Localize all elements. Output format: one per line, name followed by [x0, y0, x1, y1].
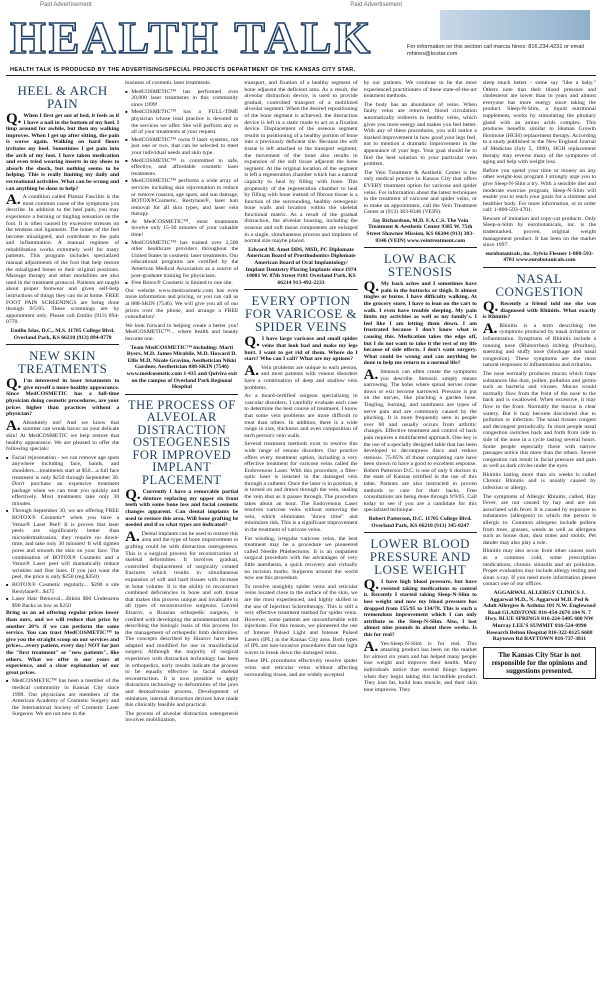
article-columns [6, 80, 596, 990]
divider [125, 394, 238, 395]
divider [6, 344, 119, 345]
answer [482, 320, 597, 369]
paragraph: sleep much better - some say "like a baby." Others note that their blood pressure and cholesterol are lower than in years and almost everyone has more energy since taking the product. Sleep-N-Slim, a liquid nutritional supplement, works by stimulating the pituitary gland with an amino acids complex. This produces benefits similar to Human Growth Hormone (HGH) replacement therapy. According to a study published in the New England Journal of Medicine (July 5, 1990), HGH replacement therapy may reverse many of the symptoms of aging and help with weight loss. [482, 80, 597, 166]
dropcap-a: A. [6, 192, 21, 209]
list-item: ■ Facial rejuvenation - we can remove age spots anywhere including face, hands, and shoulders....treatments start at $50....a full face treatment is only $250 through September 30. Don't purchase an expensive treatment package when we can treat you quickly and effectively. Most treatments take only 30 minutes. [6, 455, 119, 508]
question [6, 113, 119, 192]
list-item: ■ At MedCOSMETIC™, most treatments involve only 15-30 minutes of your valuable time! [125, 219, 238, 239]
paragraph: Before you spend your time or money on any other weight-loss program I strongly urge you to give Sleep-N-Slim a try. With a sensible diet and moderate exercise program, Sleep-N-Slim will enable you to reach your goals for a slimmer and healthier body. For more information, or to order call: 1-800-593-4701. [482, 167, 597, 214]
paragraph: Rhinitis lasting more than six weeks is called Chronic Rhinitis and is usually caused by infection or allergy. [482, 471, 597, 492]
paragraph: As a board-certified surgeon specializing in vascular disorders, I carefully evaluate each case to determine the best course of treatment. I know that some vein problems are more difficult to treat than others. In addition, there is a wide range in size, thickness and even composition of each person's vein walls. [244, 393, 358, 439]
contact-info: For information on this section call marcia hines: 816.234.4231 or email mhines@kcstar.com [407, 44, 584, 57]
answer-text: A condition called Plantar Fasciitis is the most common cause of the symptoms you describe. In addition to the heel pain, you may experience a burning or tingling sensation on the foot. It is often caused by excessive stresses on the tendons and ligaments. The bones of the feet become misaligned, and contribute to the pain and inflammation. A manual regimen of rehabilitation works extremely well for many patients. This program includes specialized manual adjustments of the foot that help restore the misaligned bones to their original positions. Massage therapy and other modalities are also used in the treatment protocol. Patients are taught about proper footwear and given self-help instructions of things they can do at home. FREE FOOT PAIN SCREENINGS are being done through 9/5/05. These screenings are by appointment only. Please call Emilio (913) 894-0770. [6, 194, 120, 326]
facts-list [125, 89, 238, 287]
divider [244, 289, 357, 290]
paragraph: transport, and fixation of a healthy segment of bone adjacent the deficient area. As a result, the alveolar distraction device, is used to provide gradual, controlled transport of a mobilized alveolar segment. When the desired repositioning of the bone segment is achieved, the distraction device is left in a static mode to act as a fixation device. Displacement of the osseous segment results in positioning of a healthy portion of bone into a previously deficient site. Because the soft tissue is left attached to the transport segment, the movement of the bone also results in expansion of the soft tissue adjacent the bone segment. At the original location of the segment is left a regeneration chamber which has a natural capacity to heal by filling with bone. This propensity of the regeneration chamber to heal by filling with bone instead of fibrous tissue is a function of the surrounding, healthy osteogenic bone walls and location within the skeletal functional matrix. As a result of the gradual distraction, the alveolar housing, including the osseous and soft tissue components are enlarged in a single, simultaneous process and implants of normal size maybe placed. [244, 80, 358, 245]
answer-text: Yes-Sleep-N-Slim is for real. This amazing product has been on the market for almost six years and has helped many people lose weight and improve their health. Many individuals notice that several things happen when they begin taking this incredible product. They lose fat, build lean muscle, and their skin tone improves. They [363, 640, 477, 693]
answer-text: Stenosis can often create the symptoms you describe. Stenosis simply means narrowing. The holes where spinal nerves come down or exit become narrowed. Pressure is put on the nerves, like pinching a garden hose. Tingling, burning, and numbness are types of nerve pain and are commonly caused by the pinching. It is more frequently seen in people over 60 and usually occurs from arthritic changes. Effective treatment and control of back pain requires a multifaceted approach. One key is the use of a specially designed table that has been developed to decompress discs and reduce stenosis. 75-85% of those completing care have been shown to have a good to excellent response. Robert Patterson D.C. is one of only 6 doctors in the state of Kansas certified in the use of this table. Patients are also instructed in proven methods to care for their backs. Free consultations are being done through 9/9/05. Call today to see if you are a candidate for this specialized technique. [363, 368, 477, 514]
question-text: My back aches and I sometimes have pain in the buttocks or thigh. It almost tingles or burns. I have difficulty walking. At the grocery store, I have to lean on the cart to walk. I even have trouble sleeping. My pain limits my activities as well as my family's. I feel like I am letting them down. I am frustrated because I don't know what is causing this. Medication takes the edge off, but I do not want to take it the rest of my life because of side effects. I don't want surgery. What could be wrong and can anything be done to help me return to a normal life? [363, 281, 477, 367]
paragraph: The symptoms of Allergic Rhinitis, called, Hay Fever, are not caused by hay and are not associated with fever. It is caused by exposure to substances (allergens) to which the person is allergic to. Common allergens include pollens from trees, grasses, weeds as well as allergens such as house dust, dust mites and molds. Pet dander may also play a role. [482, 493, 597, 546]
dropcap-a: A. [363, 366, 379, 383]
answer [125, 528, 239, 709]
dropcap-a: A. [125, 528, 140, 545]
list-item: ■ Through September 30, we are offering FREE BOTOX® Cosmetic* when you have a Venus® Laser Peel! It is proven that laser peels are significantly better than microdermabrasion, they require no down-time, and take only 30 minutes! It will tighten pores and smooth the skin on your face. The combination of BOTOX® Cosmetic and a Venus® Laser peel will dramatically reduce wrinkles and fine lines. If you just want the peel, the price is only $250 (reg.$350) [6, 508, 119, 581]
dropcap-q: Q. [6, 111, 22, 127]
list-item: ■ MedCOSMETIC™ has performed over 20,000 laser treatments in this community since 1999! [125, 89, 238, 109]
list-item: ■ MedCOSMETIC™ owns 9 laser systems, not just one or two, that can be selected to meet your individual needs and skin type. [125, 137, 238, 157]
list-item: ■ MedCOSMETIC™ performs a wide array of services including skin rejuvenation to reduce or remove rosacea, age spots, and sun damage, BOTOX®Cosmetic, Restylane®, laser hair removal for all skin types, and laser vein therapy. [125, 178, 238, 218]
answer [6, 417, 120, 453]
paragraph: The process of alveolar distraction osteogenesis involves mobilization, [125, 710, 239, 724]
dropcap-a: A. [363, 638, 379, 655]
question [244, 336, 357, 362]
question [364, 579, 477, 638]
column-1 [6, 80, 119, 990]
heading-varicose-spider-veins: EVERY OPTION FOR VARICOSE & SPIDER VEINS [245, 293, 357, 335]
dropcap-q: Q. [363, 279, 380, 296]
signature: Team MedCOSMETIC™ including: Marti Byers, M.D. James Mirabile, M.D. Howard D. Ellis M.D. Nicole Gravino, Aesthetician Nikki Gardner, Aesthetician 888-SKIN (7546) www.medcosmetic.com 1-435 and Quivira exit on the campus of Overland Park Regional Hospital [126, 344, 237, 391]
paragraph: Beware of imitation and copy-cat products. Only Sleep-n-Slim by eurobotanicals, inc. is the trademarked, proven, original weight management product. It has been on the market since 1997. [482, 215, 597, 249]
divider [364, 532, 477, 533]
signature: Edward M. Amet DDS, MSD, PC Diplomate American Board of Prosthodontics Diplomate American Board of Oral Implantology/ Implant Dentistry Placing Implants since 1974 10801 W. 87th Street #101 Overland Park, KS 66214 913-492-2233 [245, 246, 357, 286]
dropcap-a: A. [482, 320, 498, 337]
heading-new-skin-treatments: NEW SKIN TREATMENTS [17, 348, 108, 377]
heading-low-back-stenosis: LOW BACK STENOSIS [383, 251, 457, 280]
question [125, 489, 238, 529]
signature: eurobotanicals, inc. Sylvia Flesner 1-800-593-4701 www.eurobotanicals.com [485, 250, 594, 264]
answer-text: Absolutely not! And we know that summer can wreak havoc on your delicate skin! At MedCOSMETIC we help restore that healthy appearance. We are pleased to offer the following specials: [6, 419, 120, 453]
question-text: I have large varicose and small spider veins that look bad and make my legs hurt. I want to get rid of them. Where do I start? Who can I call? What are my options? [244, 336, 358, 363]
paragraph: Bring us an ad offering regular prices lower than ours, and we will reduce that price by another 20% if we can perform the same service. You can trust MedCOSMETIC™ to give you the straight scoop on our services and prices....every patient, every day! NOT for just the "first treatment" or "new patients", like others. What we offer is our years of experience, and a clear explanation of our great prices. [6, 610, 120, 676]
answer [363, 366, 477, 514]
divider [483, 267, 596, 268]
list-item: ■ Laser Hair Removal....Bikini $90 Underarms $90 Backs as low as $250 [6, 596, 119, 609]
paragraph: business of cosmetic laser treatments. [125, 80, 211, 86]
masthead-subtitle: HEALTH TALK IS PRODUCED BY THE ADVERTISING/SPECIAL PROJECTS DEPARTMENT OF THE KANSAS CITY STAR. [10, 67, 356, 73]
masthead [6, 10, 596, 76]
paid-ad-label-left: Paid Advertisement [40, 2, 92, 8]
signature: Emilio Islas, D.C., M.S. 11705 College Blvd. Overland Park, KS 66210 (913) 894-0770 [10, 328, 115, 341]
disclaimer-box: The Kansas City Star is not responsible for the opinions and suggestions presented. [483, 647, 596, 679]
paragraph: To resolve unsightly spider veins and reticular veins located close to the surface of the skin, we are the most experienced, and highly skilled in the use of Injection Sclerotherapy. This is still a very effective treatment method for spider veins. However, some patients are uncomfortable with injections. For this reason, we pioneered the use of Intense Pulsed Light and Intense Pulsed Lasers (IPL) in the Kansas City area. Both types of IPL are non-invasive procedures that use light waves to break down the damaged veins. [244, 583, 358, 656]
dropcap-q: Q. [482, 299, 499, 316]
question-text: Recently a friend told me she was diagnosed with Rhinitis. What exactly is Rhinitis? [482, 301, 597, 321]
column-3 [244, 80, 357, 990]
question-text: When I first get out of bed, it feels as if I have a nail in the bottom of my heel. I limp around for awhile, but then my walking improves. When I get up after sitting, the pain is worse again. Walking on hard floors irritates my heel. Sometimes I get pain into the arch of my foot. I have taken medication and even tried wearing inserts in my shoes to absorb the shock, but nothing seems to be helping. This is really limiting my daily and recreational activities. What can be wrong and can anything be done to help? [6, 113, 120, 192]
dropcap-a: A. [244, 362, 259, 379]
masthead-photo [440, 10, 590, 40]
paragraph: Several treatment methods exist to resolve this wide range of venous disorders. Our practice offers every treatment option, including a very effective treatment for varicose veins called the Endovenous Laser. With this procedure, a fiber-optic laser is inserted in the damaged vein through a catheter. Once the laser is in position, it is turned on and drawn through the vein, sealing the vein shut as it passes through. The procedure takes about an hour. The Endovenous Laser resolves varicose veins without removing the vein, which eliminates "down time" and minimizes risk. This is a significant improvement in the treatment of varicose veins. [244, 441, 358, 534]
column-2 [125, 80, 238, 990]
paid-ad-label-right: Paid Advertisement [350, 2, 402, 8]
answer-text: Rhinitis is a term describing the symptoms produced by nasal irritation or inflammation. Symptoms of Rhinitis include a running nose (Rhinorrhea) itching (Pruritus), sneezing and stuffy nose (blockage and nasal congestion). These symptoms are the most natural responses to inflammation and irritation. [482, 322, 597, 369]
column-4 [364, 80, 477, 990]
question [364, 281, 477, 367]
paragraph: Rhinitis may also occur from other causes such as a common cold, some prescription medications, chronic sinusitis and air pollution. Proper evaluation may include allergy testing and sinus x-ray. If you need more information please contact one of our offices. [482, 548, 597, 588]
signature: Robert Patterson, D.C. 11705 College Blvd. Overland Park, KS 66210 (913) 345-0247 [368, 516, 472, 529]
signature: AGGARWAL ALLERGY CLINICS J. Aggarwal M.D., N. Aggarwal M.D. Ped & Adult Allergies & Asthma 101 N.W. Englewood Road GLADSTONE 816-454-2676 104 N. 7 Hwy. BLUE SPRINGS 816-224-5405 600 NW Murray LEE'S SUMMIT 816-524-0990 Research Belton Hospital 816-322-0125 6608 Raytown Rd RAYTOWN 816-737-3811 [483, 589, 596, 643]
dropcap-q: Q. [363, 577, 380, 594]
paragraph: The Vein Treatment & Aesthetic Center is the only medical practice in Kansas City that offers EVERY treatment option for varicose and spider veins. For information about the latest techniques in the treatment of varicose and spider veins, or to make an appointment, call the Vein Treatment Center at (913) 383-8346 (VEIN). [363, 169, 477, 216]
dropcap-q: Q. [125, 487, 141, 504]
paragraph: For winding, irregular varicose veins, the best treatment may be a procedure we pioneered called Needle Phlebectomy. It is an outpatient surgical procedure with the advantages of very little anesthesia, a quick recovery and virtually no incision marks. Surgeons around the world now use this procedure. [244, 535, 358, 582]
dropcap-q: Q. [6, 376, 22, 393]
facts-list [6, 678, 119, 718]
answer [6, 194, 119, 326]
signature: Jay Richardson, M.D. F.A.C.S. The Vein Treatment & Aesthetic Center 9385 W. 75th Street Shawnee Mission, KS 66204 (913) 383-8346 (VEIN) www.veintreatment.com [366, 217, 474, 244]
paragraph: The body has an abundance of veins. When faulty veins are removed, blood circulation automatically redirects to healthy veins, which gives you more energy and makes you feel better. With any of these procedures, you will notice a marked improvement in how good your legs feel, not to mention a dramatic improvement in the appearance of your legs. Your goal should be to find the best solution to your particular vein problem. [363, 101, 477, 168]
list-item: ■ MedCOSMETIC™ is committed to safe, effective, and affordable cosmetic laser treatments. [125, 158, 238, 178]
dropcap-q: Q. [244, 334, 260, 351]
list-item: ■ MedCOSMETIC™ has a FULL-TIME physician whose total practice is devoted to the services we offer. She will perform any or all of your treatments at your request. [125, 109, 238, 135]
question-text: I'm interested in laser treatments to give myself a more healthy appearance. Since MedCOSMETIC has a full-time physician doing cosmetic procedures, are your prices higher than practices without a physician? [6, 378, 120, 418]
question [6, 378, 119, 418]
answer [363, 638, 477, 694]
list-item: ■ BOTOX® Cosmetic regularly... $200 a site Restylane®...$475 [6, 582, 119, 595]
column-5 [483, 80, 596, 990]
heading-heel-arch-pain: HEEL & ARCH PAIN [17, 83, 108, 111]
list-item: ■ MedCOSMETIC™ has trained over 2,500 other healthcare providers throughout the United States in cosmetic laser treatments. Our educational programs are certified by the American Medical Association as a source of post-graduate training for physicians. [125, 240, 238, 280]
question-text: I have high blood pressure, but have resisted taking medications to control it. Recently I started taking Sleep-N-Slim to lose weight and now my blood pressure has dropped from 155/95 to 134/78. This is such a tremendous improvement which I can only attribute to the Sleep-N-Slim. Also, I lost almost nine pounds in about three weeks. Is this for real? [363, 579, 477, 638]
answer-text: Dental implants can be used to restore this area and the type of bone improvement or grafting could be with distraction osteogenesis. This is a surgical process for reconstruction of skeletal deformities. It involves gradual, controlled displacement of surgically created fractures which results in simultaneous expansion of soft and hard tissues with increase in bone volume. It is the ability to reconstruct combined deficiencies in bone and soft tissue that makes this process unique and invaluable to all types of reconstructive surgeons. Gavriel Ilizarov, a Russian orthopedic surgeon, is credited with developing the armamentarium and describing the biologic basis of this process for the management of orthopedic limb deformities. The concepts described by Ilizarov have been adapted and modified for use in maxillofacial surgery. Although the majority of surgical experience with distraction technology has been in orthopedics, early results indicate the process to be equally effective in facial skeletal reconstruction. It is now possible to apply distraction technology to deformities of the jaws and dentoalveolar process. Development of miniature, internal distraction devices have made this clinically feasible and practical. [125, 530, 239, 709]
heading-blood-pressure: LOWER BLOOD PRESSURE AND LOSE WEIGHT [369, 536, 471, 578]
question [483, 301, 596, 321]
paragraph: The nose normally produces mucus which traps substances like dust, pollen, pollution and germs such as bacteria and viruses. Mucus would normally flow from the front of the nose to the back and is swallowed. When excessive, it may flow to the front. Normally the mucus is clear watery. But it may become discolored due to pollution or infection. The nasal tissues congest and decongest periodically. In most people nasal congestion switches back and forth from side to side of the nose in a cycle lasting several hours. Some people especially those with narrow passages notice this more than the others. Severe congestion can result in facial pressure and pain as well as dark circles under the eyes. [482, 370, 597, 470]
heading-alveolar-distraction: THE PROCESS OF ALVEOLAR DISTRACTION OSTEOGENESIS FOR IMPROVED IMPLANT PLACEMENT [127, 397, 236, 487]
answer [244, 362, 358, 391]
paragraph: Our website www.medcosmetic.com has even more information and pricing, or you can call us at 888-SKIN (7546). We will give you all of our prices over the phone, and arrange a FREE consultation! [125, 287, 239, 321]
specials-list [6, 455, 119, 610]
paragraph: We look forward to helping create a better you! MedCOSMETIC™... where health and beauty become one. [125, 322, 239, 342]
masthead-title: HEALTH TALK [10, 12, 374, 63]
list-item: ■ Free Botox® Cosmetic is limited to one site. [125, 280, 238, 287]
paragraph: These IPL procedures effectively resolve spider veins and reticular veins without affecting surrounding tissue, and are widely accepted [244, 658, 358, 678]
paragraph: by our patients. We continue to be the most experienced practitioners of these state-of-the-art treatment methods. [363, 80, 477, 100]
dropcap-a: A. [6, 417, 21, 434]
question-text: Currently I have a removable partial denture replacing my upper six front teeth with some bone loss and facial cosmetic changes apparent. Can dental implants be used to restore this area. Will bone grafting be needed and if so what types are indicated? [125, 489, 239, 529]
list-item: ■ MedCOSMETIC™ has been a member of the medical community in Kansas City since 1999. Our physicians are members of the American Academy of Cosmetic Surgery and the International Society of Cosmetic Laser Surgeons. We are not new to the [6, 678, 119, 718]
answer-text: Vein problems are unique to each person, and most patients with venous disorders have a combination of deep and shallow vein problems. [244, 364, 358, 391]
heading-nasal-congestion: NASAL CONGESTION [495, 271, 584, 300]
divider [364, 247, 477, 248]
